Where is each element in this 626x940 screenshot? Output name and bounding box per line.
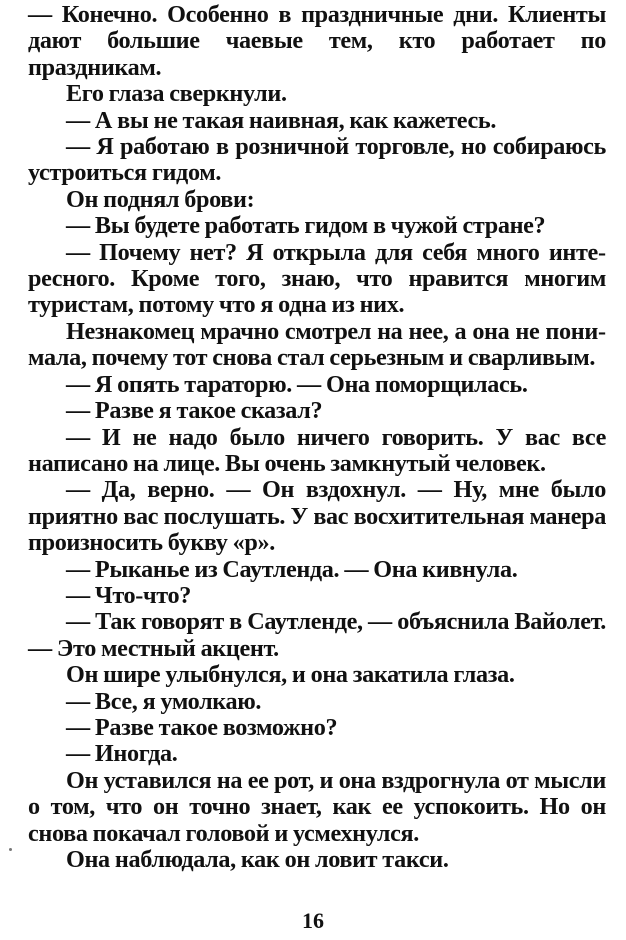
paragraph: — Разве такое возможно? bbox=[66, 713, 338, 741]
paragraph: — Я работаю в розничной торговле, но собираюсь устроиться гидом. bbox=[28, 133, 606, 187]
paragraph: — Я опять тараторю. — Она поморщилась. bbox=[66, 370, 528, 398]
scan-speck bbox=[9, 848, 12, 851]
paragraph: — Рыканье из Саутленда. — Она кивнула. bbox=[66, 555, 518, 583]
paragraph: — Иногда. bbox=[66, 740, 178, 768]
paragraph: Она наблюдала, как он ловит такси. bbox=[66, 846, 449, 873]
body-text bbox=[28, 2, 606, 873]
paragraph: Незнакомец мрачно смотрел на нее, а она не понимала, почему тот снова стал серьезным и сварливым. bbox=[28, 317, 606, 372]
page-number: 16 bbox=[302, 908, 324, 933]
paragraph: Его глаза сверкнули. bbox=[66, 80, 287, 108]
paragraph: Он уставился на ее рот, и она вздрогнула от мысли о том, что он точно знает, как ее успокоить. Но он снова покачал головой и усмехнулся. bbox=[28, 766, 606, 847]
paragraph: — А вы не такая наивная, как кажетесь. bbox=[66, 106, 497, 134]
paragraph: — Так говорят в Саутленде, — объяснила Вайолет. — Это местный акцент. bbox=[28, 608, 606, 662]
paragraph: Он шире улыбнулся, и она закатила глаза. bbox=[66, 661, 515, 689]
paragraph: Он поднял брови: bbox=[66, 185, 255, 213]
paragraph: — Почему нет? Я открыла для себя много интересного. Кроме того, знаю, что нравится многим туристам, потому что я одна из них. bbox=[28, 238, 606, 319]
paragraph: — Что-что? bbox=[66, 581, 191, 609]
paragraph: — Да, верно. — Он вздохнул. — Ну, мне было приятно вас послушать. У вас восхитительная манера произносить букву «р». bbox=[28, 476, 606, 557]
paragraph: — Разве я такое сказал? bbox=[66, 397, 323, 425]
paragraph: — Вы будете работать гидом в чужой стране? bbox=[66, 212, 546, 240]
paragraph: — Конечно. Особенно в праздничные дни. Клиенты дают большие чаевые тем, кто работает по праздникам. bbox=[28, 1, 606, 81]
paragraph: — Все, я умолкаю. bbox=[66, 687, 262, 715]
paragraph: — И не надо было ничего говорить. У вас все написано на лице. Вы очень замкнутый человек. bbox=[28, 423, 606, 477]
